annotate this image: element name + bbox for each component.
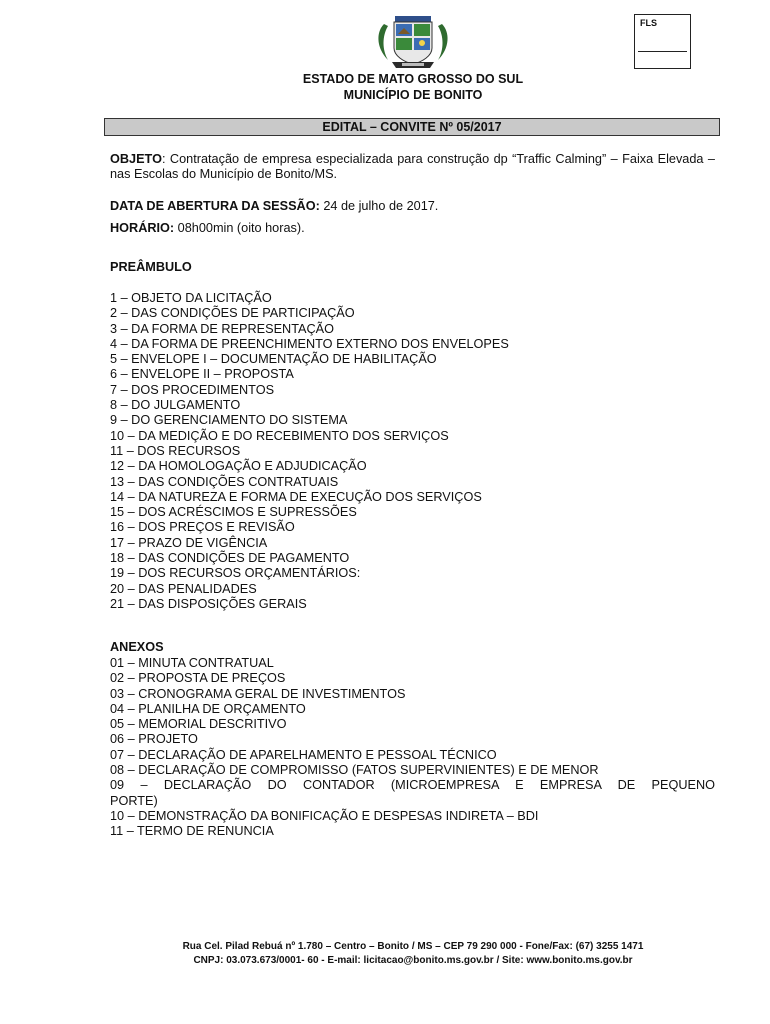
anexo-item: 07 – DECLARAÇÃO DE APARELHAMENTO E PESSOAL TÉCNICO (110, 747, 497, 762)
summary-item: 17 – PRAZO DE VIGÊNCIA (110, 535, 268, 550)
summary-item: 10 – DA MEDIÇÃO E DO RECEBIMENTO DOS SERVIÇOS (110, 428, 449, 443)
abertura-value: 24 de julho de 2017. (319, 199, 439, 213)
summary-item: 2 – DAS CONDIÇÕES DE PARTICIPAÇÃO (110, 306, 355, 321)
summary-item: 6 – ENVELOPE II – PROPOSTA (110, 367, 294, 382)
summary-item: 15 – DOS ACRÉSCIMOS E SUPRESSÕES (110, 505, 357, 520)
horario-value: 08h00min (oito horas). (174, 221, 305, 235)
anexo-item: 05 – MEMORIAL DESCRITIVO (110, 717, 287, 732)
summary-item: 19 – DOS RECURSOS ORÇAMENTÁRIOS: (110, 566, 361, 581)
anexo-item-continuation: PORTE) (110, 793, 158, 808)
objeto-text: : Contratação de empresa especializada para construção dp “Traffic Calming” – Faixa Elevada – nas Escolas do Município de Bonito/MS. (110, 152, 715, 182)
objeto-paragraph (110, 152, 715, 183)
summary-item: 16 – DOS PREÇOS E REVISÃO (110, 520, 295, 535)
fls-page-box (634, 14, 691, 69)
summary-item: 5 – ENVELOPE I – DOCUMENTAÇÃO DE HABILITAÇÃO (110, 352, 437, 367)
anexo-item: 02 – PROPOSTA DE PREÇOS (110, 671, 286, 686)
footer-address: Rua Cel. Pilad Rebuá nº 1.780 – Centro – Bonito / MS – CEP 79 290 000 - Fone/Fax: (67) 3255 1471 (182, 941, 644, 952)
anexo-item: 10 – DEMONSTRAÇÃO DA BONIFICAÇÃO E DESPESAS INDIRETA – BDI (110, 808, 539, 823)
summary-item: 7 – DOS PROCEDIMENTOS (110, 382, 275, 397)
summary-item: 13 – DAS CONDIÇÕES CONTRATUAIS (110, 474, 339, 489)
summary-item: 20 – DAS PENALIDADES (110, 581, 257, 596)
anexo-item: 08 – DECLARAÇÃO DE COMPROMISSO (FATOS SUPERVINIENTES) E DE MENOR (110, 763, 599, 778)
anexos-list (110, 656, 715, 840)
anexo-item: 01 – MINUTA CONTRATUAL (110, 656, 274, 670)
footer-contact: CNPJ: 03.073.673/0001- 60 - E-mail: licitacao@bonito.ms.gov.br / Site: www.bonito.ms.gov.br (193, 955, 633, 966)
coat-of-arms-icon (370, 12, 456, 70)
abertura-line (110, 199, 715, 214)
summary-item: 9 – DO GERENCIAMENTO DO SISTEMA (110, 413, 348, 428)
fls-label: FLS (640, 18, 657, 28)
summary-list (110, 291, 715, 612)
summary-item: 8 – DO JULGAMENTO (110, 398, 241, 413)
anexo-item: 03 – CRONOGRAMA GERAL DE INVESTIMENTOS (110, 686, 406, 701)
anexo-item: 11 – TERMO DE RENUNCIA (110, 824, 274, 839)
summary-item: 4 – DA FORMA DE PREENCHIMENTO EXTERNO DOS ENVELOPES (110, 336, 509, 351)
preambulo-heading: PREÂMBULO (110, 260, 192, 274)
summary-item: 18 – DAS CONDIÇÕES DE PAGAMENTO (110, 551, 350, 566)
horario-label: HORÁRIO: (110, 221, 175, 235)
anexos-heading: ANEXOS (110, 640, 164, 654)
anexo-item: 04 – PLANILHA DE ORÇAMENTO (110, 701, 306, 716)
summary-item: 14 – DA NATUREZA E FORMA DE EXECUÇÃO DOS SERVIÇOS (110, 489, 482, 504)
anexo-item: 06 – PROJETO (110, 732, 198, 747)
summary-item: 11 – DOS RECURSOS (110, 443, 241, 458)
horario-line (110, 221, 715, 236)
abertura-label: DATA DE ABERTURA DA SESSÃO: (110, 199, 320, 213)
summary-item: 1 – OBJETO DA LICITAÇÃO (110, 291, 272, 305)
summary-item: 21 – DAS DISPOSIÇÕES GERAIS (110, 596, 307, 611)
state-name: ESTADO DE MATO GROSSO DO SUL (302, 72, 524, 86)
summary-item: 3 – DA FORMA DE REPRESENTAÇÃO (110, 321, 334, 336)
municipality-name: MUNICÍPIO DE BONITO (343, 88, 483, 102)
document-title: EDITAL – CONVITE Nº 05/2017 (104, 118, 720, 136)
anexo-item: 09 – DECLARAÇÃO DO CONTADOR (MICROEMPRESA E EMPRESA DE PEQUENO (110, 778, 715, 793)
summary-item: 12 – DA HOMOLOGAÇÃO E ADJUDICAÇÃO (110, 459, 367, 474)
fls-divider (638, 51, 687, 52)
objeto-label: OBJETO (110, 152, 162, 166)
